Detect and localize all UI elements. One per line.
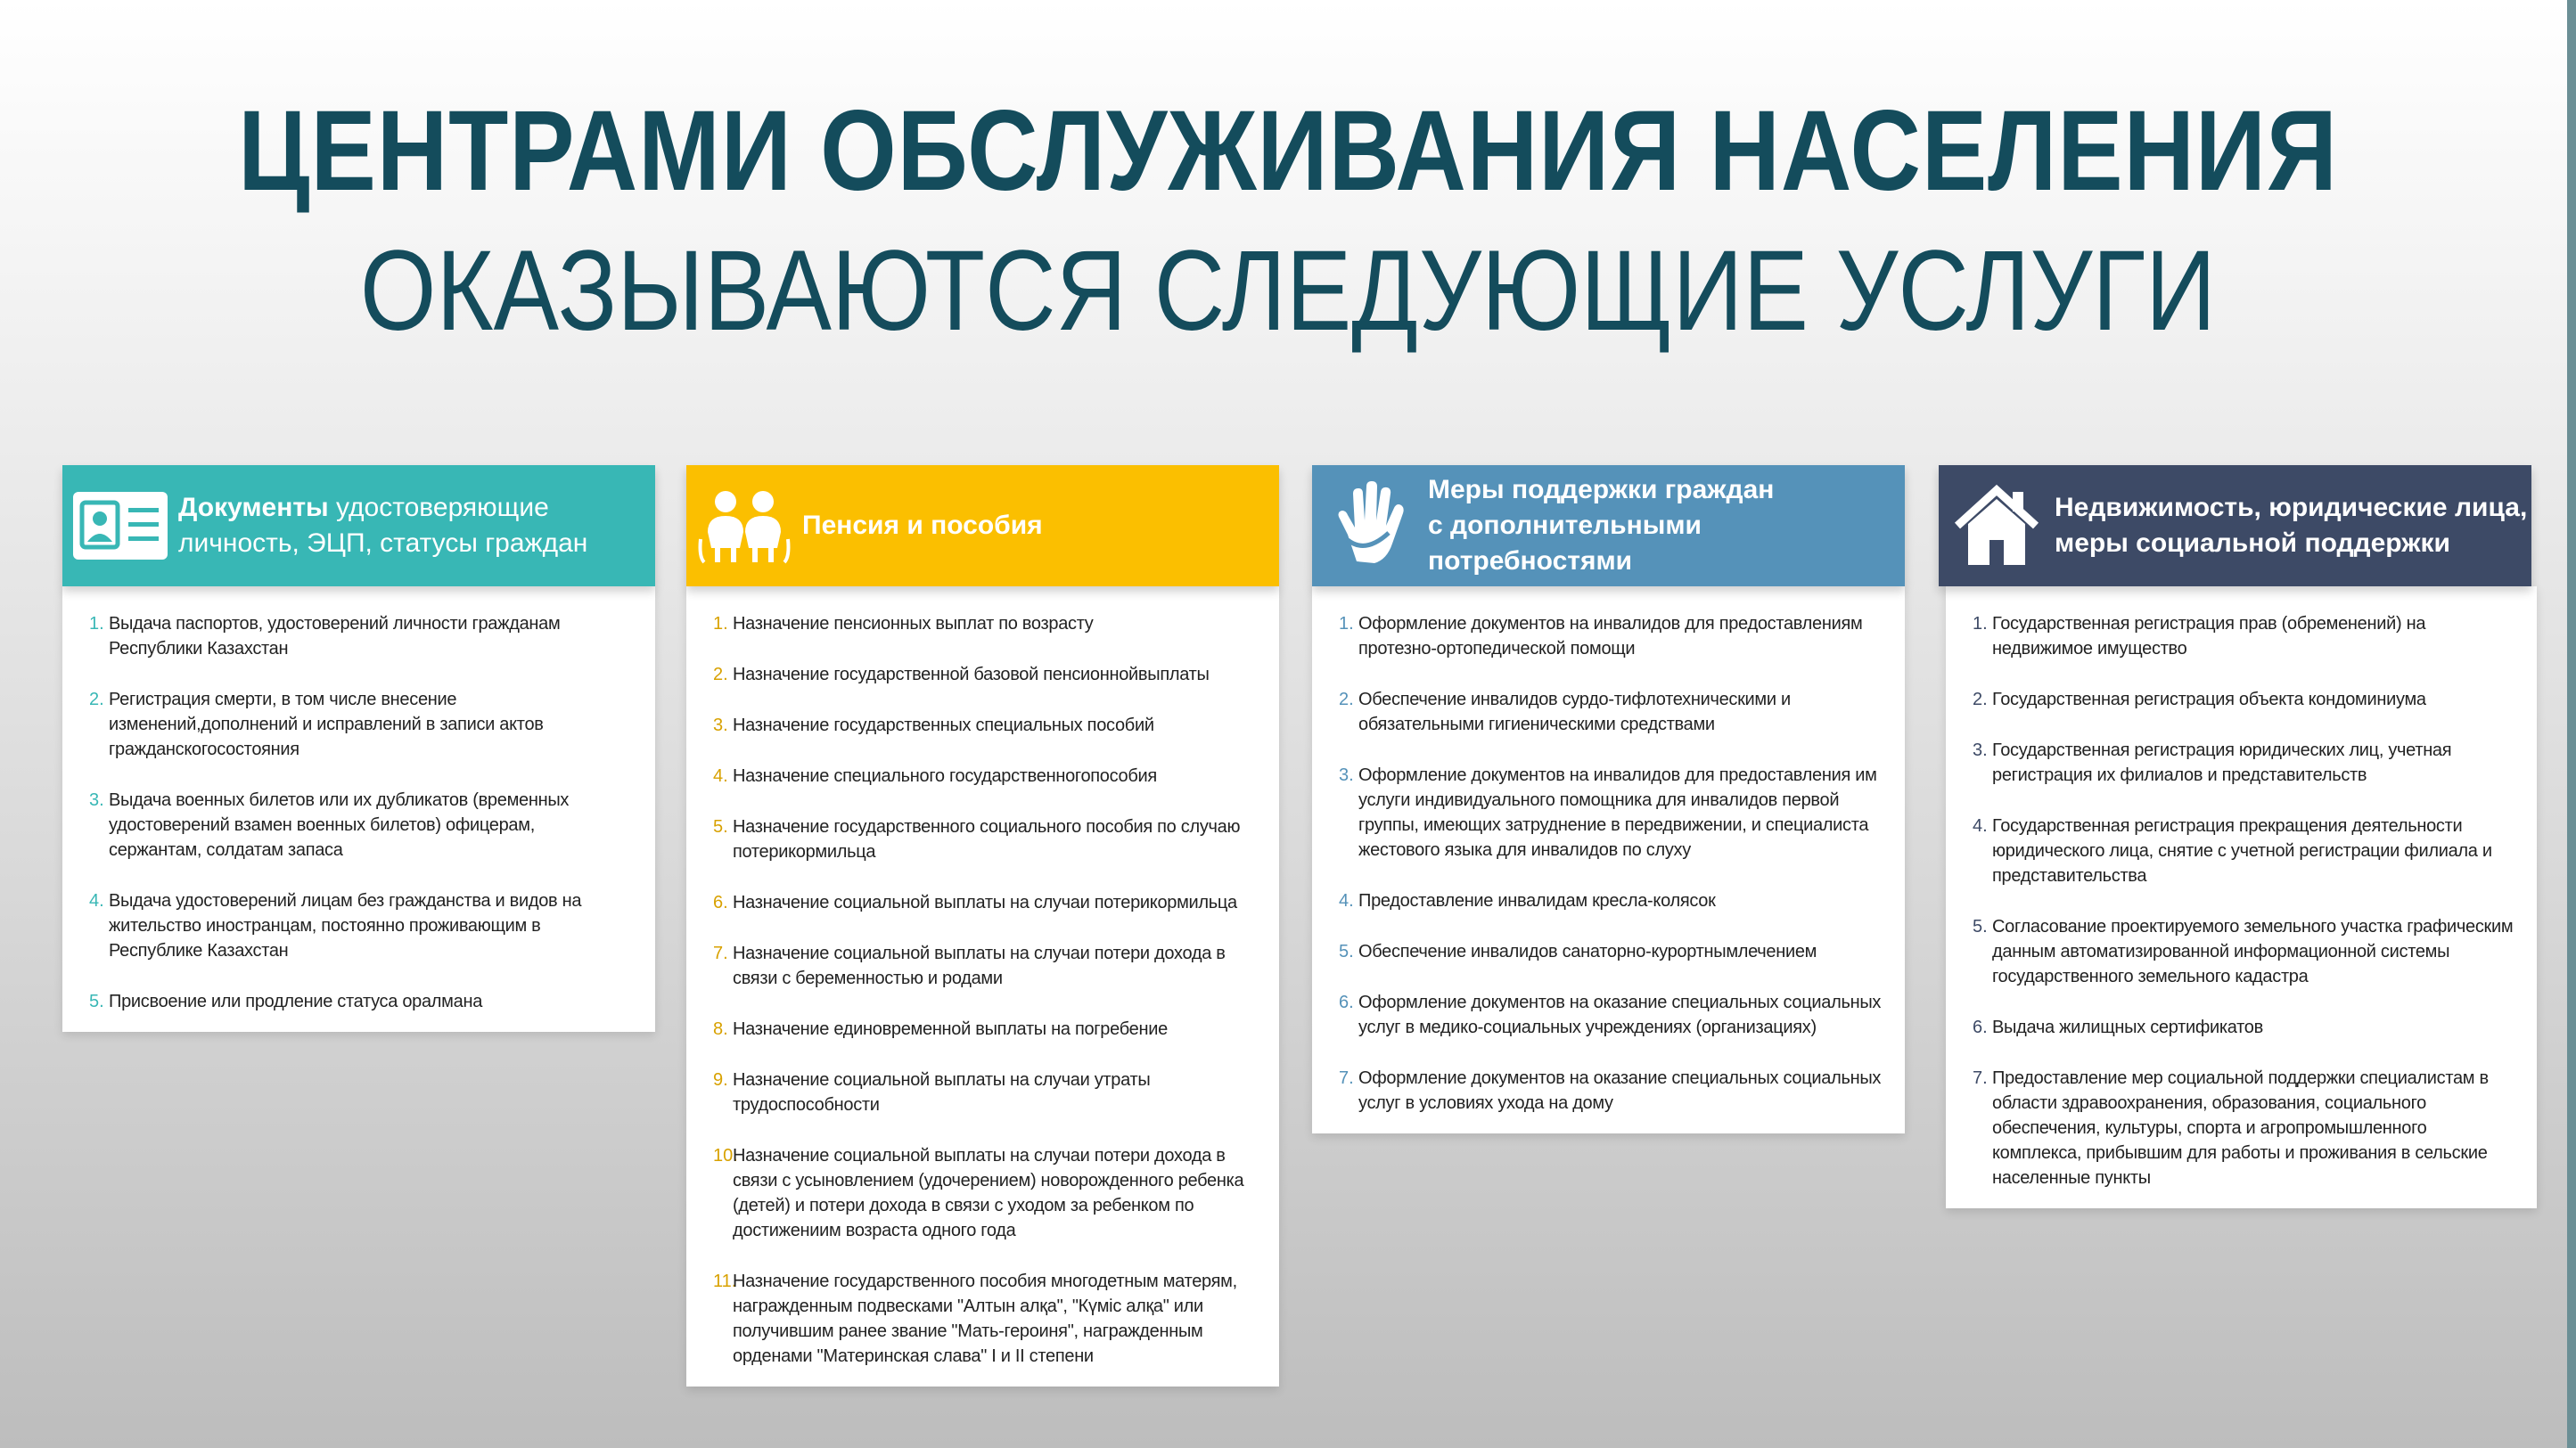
list-item-number: 5. xyxy=(89,992,104,1011)
realty-list xyxy=(1958,611,2514,1190)
list-item xyxy=(1958,814,2514,888)
list-item-number: 2. xyxy=(713,665,728,684)
list-item-text: Обеспечение инвалидов санаторно-курортнымлечением xyxy=(1358,942,1817,961)
list-item-number: 1. xyxy=(713,614,728,634)
pension-list xyxy=(699,611,1256,1369)
list-item-text: Выдача жилищных сертификатов xyxy=(1992,1018,2263,1037)
title-line-2: ОКАЗЫВАЮТСЯ СЛЕДУЮЩИЕ УСЛУГИ xyxy=(359,227,2217,355)
card-realty-title-line1: Недвижимость, юридические лица, xyxy=(2055,493,2528,522)
card-realty xyxy=(1939,465,2531,1208)
list-item xyxy=(75,788,632,863)
list-item-text: Назначение единовременной выплаты на погребение xyxy=(733,1019,1168,1039)
list-item-number: 3. xyxy=(89,790,104,810)
list-item xyxy=(1958,687,2514,712)
list-item xyxy=(1958,1015,2514,1040)
list-item-number: 4. xyxy=(1339,891,1354,911)
list-item-text: Согласование проектируемого земельного участка графическим данным автоматизированной информационной системы государственного земельного кадастра xyxy=(1992,917,2514,986)
list-item xyxy=(75,888,632,963)
list-item-number: 1. xyxy=(1973,614,1988,634)
card-header-documents xyxy=(62,465,655,586)
card-documents-title-line2: личность, ЭЦП, статусы граждан xyxy=(178,528,588,558)
list-item-text: Предоставление инвалидам кресла-колясок xyxy=(1358,891,1716,911)
elderly-couple-icon xyxy=(686,486,802,566)
list-item-number: 5. xyxy=(1339,942,1354,961)
card-header-support xyxy=(1312,465,1905,586)
list-item xyxy=(1325,1066,1882,1116)
card-header-pension xyxy=(686,465,1279,586)
list-item-number: 7. xyxy=(1339,1068,1354,1088)
card-documents-title-bold: Документы xyxy=(178,493,329,522)
list-item xyxy=(1958,914,2514,989)
page-title xyxy=(0,89,2576,358)
list-item-number: 8. xyxy=(713,1019,728,1039)
list-item-number: 6. xyxy=(1973,1018,1988,1037)
list-item-text: Оформление документов на оказание специальных социальных услуг в медико-социальных учреждениях (организациях) xyxy=(1358,993,1882,1037)
card-documents-title-rest: удостоверяющие xyxy=(328,493,549,522)
list-item-number: 4. xyxy=(1973,816,1988,836)
list-item-number: 3. xyxy=(1973,740,1988,760)
list-item-text: Присвоение или продление статуса оралмана xyxy=(109,992,483,1011)
list-item xyxy=(1325,611,1882,661)
list-item-text: Назначение социальной выплаты на случаи потерикормильца xyxy=(733,893,1237,912)
list-item xyxy=(699,662,1256,687)
list-item-text: Назначение пенсионных выплат по возрасту xyxy=(733,614,1094,634)
card-support-title-line1: Меры поддержки граждан xyxy=(1428,475,1775,504)
house-icon xyxy=(1939,483,2055,569)
hands-support-icon xyxy=(1312,481,1428,570)
list-item xyxy=(1325,888,1882,913)
card-support-title-line2: с дополнительными потребностями xyxy=(1428,511,1702,576)
list-item xyxy=(1958,611,2514,661)
list-item-text: Выдача паспортов, удостоверений личности гражданам Республики Казахстан xyxy=(109,614,561,659)
list-item xyxy=(1958,1066,2514,1190)
list-item-number: 4. xyxy=(713,766,728,786)
card-documents xyxy=(62,465,655,1032)
list-item-text: Государственная регистрация юридических лиц, учетная регистрация их филиалов и представительств xyxy=(1992,740,2452,785)
list-item-text: Назначение социальной выплаты на случаи потери дохода в связи с усыновлением (удочерением) новорожденного ребенка (детей) и потери дохода в связи с уходом за ребенком по достижениим возраста одного года xyxy=(733,1146,1244,1240)
list-item xyxy=(1958,738,2514,788)
list-item-text: Государственная регистрация объекта кондоминиума xyxy=(1992,690,2426,709)
list-item-text: Назначение социальной выплаты на случаи утраты трудоспособности xyxy=(733,1070,1151,1115)
card-pension-title: Пенсия и пособия xyxy=(802,511,1043,540)
list-item-text: Оформление документов на инвалидов для предоставлениям протезно-ортопедической помощи xyxy=(1358,614,1863,659)
list-item xyxy=(699,1068,1256,1117)
list-item xyxy=(1325,990,1882,1040)
documents-list xyxy=(75,611,632,1014)
list-item-number: 10. xyxy=(713,1146,738,1166)
list-item-text: Оформление документов на оказание специальных социальных услуг в условиях ухода на дому xyxy=(1358,1068,1882,1113)
list-item-number: 2. xyxy=(1339,690,1354,709)
card-support-body xyxy=(1312,586,1905,1133)
list-item-text: Регистрация смерти, в том числе внесение изменений,дополнений и исправлений в записи актов гражданскогосостояния xyxy=(109,690,544,759)
title-line-1: ЦЕНТРАМИ ОБСЛУЖИВАНИЯ НАСЕЛЕНИЯ xyxy=(238,87,2338,215)
list-item-text: Государственная регистрация прав (обременений) на недвижимое имущество xyxy=(1992,614,2426,659)
list-item-number: 5. xyxy=(713,817,728,837)
list-item-text: Назначение государственного социального пособия по случаю потерикормильца xyxy=(733,817,1241,862)
card-header-realty xyxy=(1939,465,2531,586)
list-item xyxy=(699,1269,1256,1369)
list-item xyxy=(699,611,1256,636)
list-item xyxy=(1325,687,1882,737)
list-item xyxy=(75,989,632,1014)
list-item-number: 2. xyxy=(1973,690,1988,709)
list-item xyxy=(699,941,1256,991)
list-item-text: Государственная регистрация прекращения деятельности юридического лица, снятие с учетной регистрации филиала и представительства xyxy=(1992,816,2492,886)
list-item-number: 3. xyxy=(1339,765,1354,785)
support-list xyxy=(1325,611,1882,1116)
card-documents-body xyxy=(62,586,655,1032)
list-item xyxy=(699,1017,1256,1042)
list-item xyxy=(699,713,1256,738)
list-item xyxy=(1325,939,1882,964)
list-item-number: 5. xyxy=(1973,917,1988,937)
card-realty-title-line2: меры социальной поддержки xyxy=(2055,528,2450,558)
list-item xyxy=(1325,763,1882,863)
list-item-number: 7. xyxy=(713,944,728,963)
list-item-text: Предоставление мер социальной поддержки специалистам в области здравоохранения, образования, социального обеспечения, культуры, спорта и агропромышленного комплекса, прибывшим для работы и проживания в сельские населенные пункты xyxy=(1992,1068,2489,1188)
list-item-text: Назначение специального государственногопособия xyxy=(733,766,1157,786)
list-item-text: Назначение государственного пособия многодетным матерям, награжденным подвесками "Алтын алқа", "Күміс алқа" или получившим ранее звание "Мать-героиня", награжденным орденами "Материнская слава" I и II степени xyxy=(733,1272,1237,1366)
list-item xyxy=(75,687,632,762)
list-item-number: 3. xyxy=(713,716,728,735)
card-support xyxy=(1312,465,1905,1133)
list-item-text: Назначение государственной базовой пенсионнойвыплаты xyxy=(733,665,1210,684)
list-item xyxy=(699,764,1256,789)
list-item-number: 6. xyxy=(713,893,728,912)
list-item-text: Выдача военных билетов или их дубликатов (временных удостоверений взамен военных билетов) офицерам, сержантам, солдатам запаса xyxy=(109,790,570,860)
card-pension-body xyxy=(686,586,1279,1387)
list-item xyxy=(699,890,1256,915)
list-item-number: 1. xyxy=(1339,614,1354,634)
list-item-text: Назначение социальной выплаты на случаи потери дохода в связи с беременностью и родами xyxy=(733,944,1226,988)
card-pension xyxy=(686,465,1279,1387)
list-item-number: 2. xyxy=(89,690,104,709)
list-item-text: Обеспечение инвалидов сурдо-тифлотехническими и обязательными гигиеническими средствами xyxy=(1358,690,1791,734)
card-realty-body xyxy=(1946,586,2537,1208)
list-item xyxy=(699,1143,1256,1243)
list-item xyxy=(699,814,1256,864)
list-item-text: Назначение государственных специальных пособий xyxy=(733,716,1154,735)
list-item-text: Выдача удостоверений лицам без гражданства и видов на жительство иностранцам, постоянно проживающим в Республике Казахстан xyxy=(109,891,582,961)
list-item-number: 4. xyxy=(89,891,104,911)
list-item-number: 7. xyxy=(1973,1068,1988,1088)
id-card-icon xyxy=(62,490,178,561)
list-item-number: 11. xyxy=(713,1272,737,1291)
list-item-text: Оформление документов на инвалидов для предоставления им услуги индивидуального помощника для инвалидов первой группы, имеющих затруднение в передвижении, и специалиста жестового языка для инвалидов по слуху xyxy=(1358,765,1877,860)
list-item-number: 6. xyxy=(1339,993,1354,1012)
list-item xyxy=(75,611,632,661)
list-item-number: 9. xyxy=(713,1070,728,1090)
list-item-number: 1. xyxy=(89,614,104,634)
